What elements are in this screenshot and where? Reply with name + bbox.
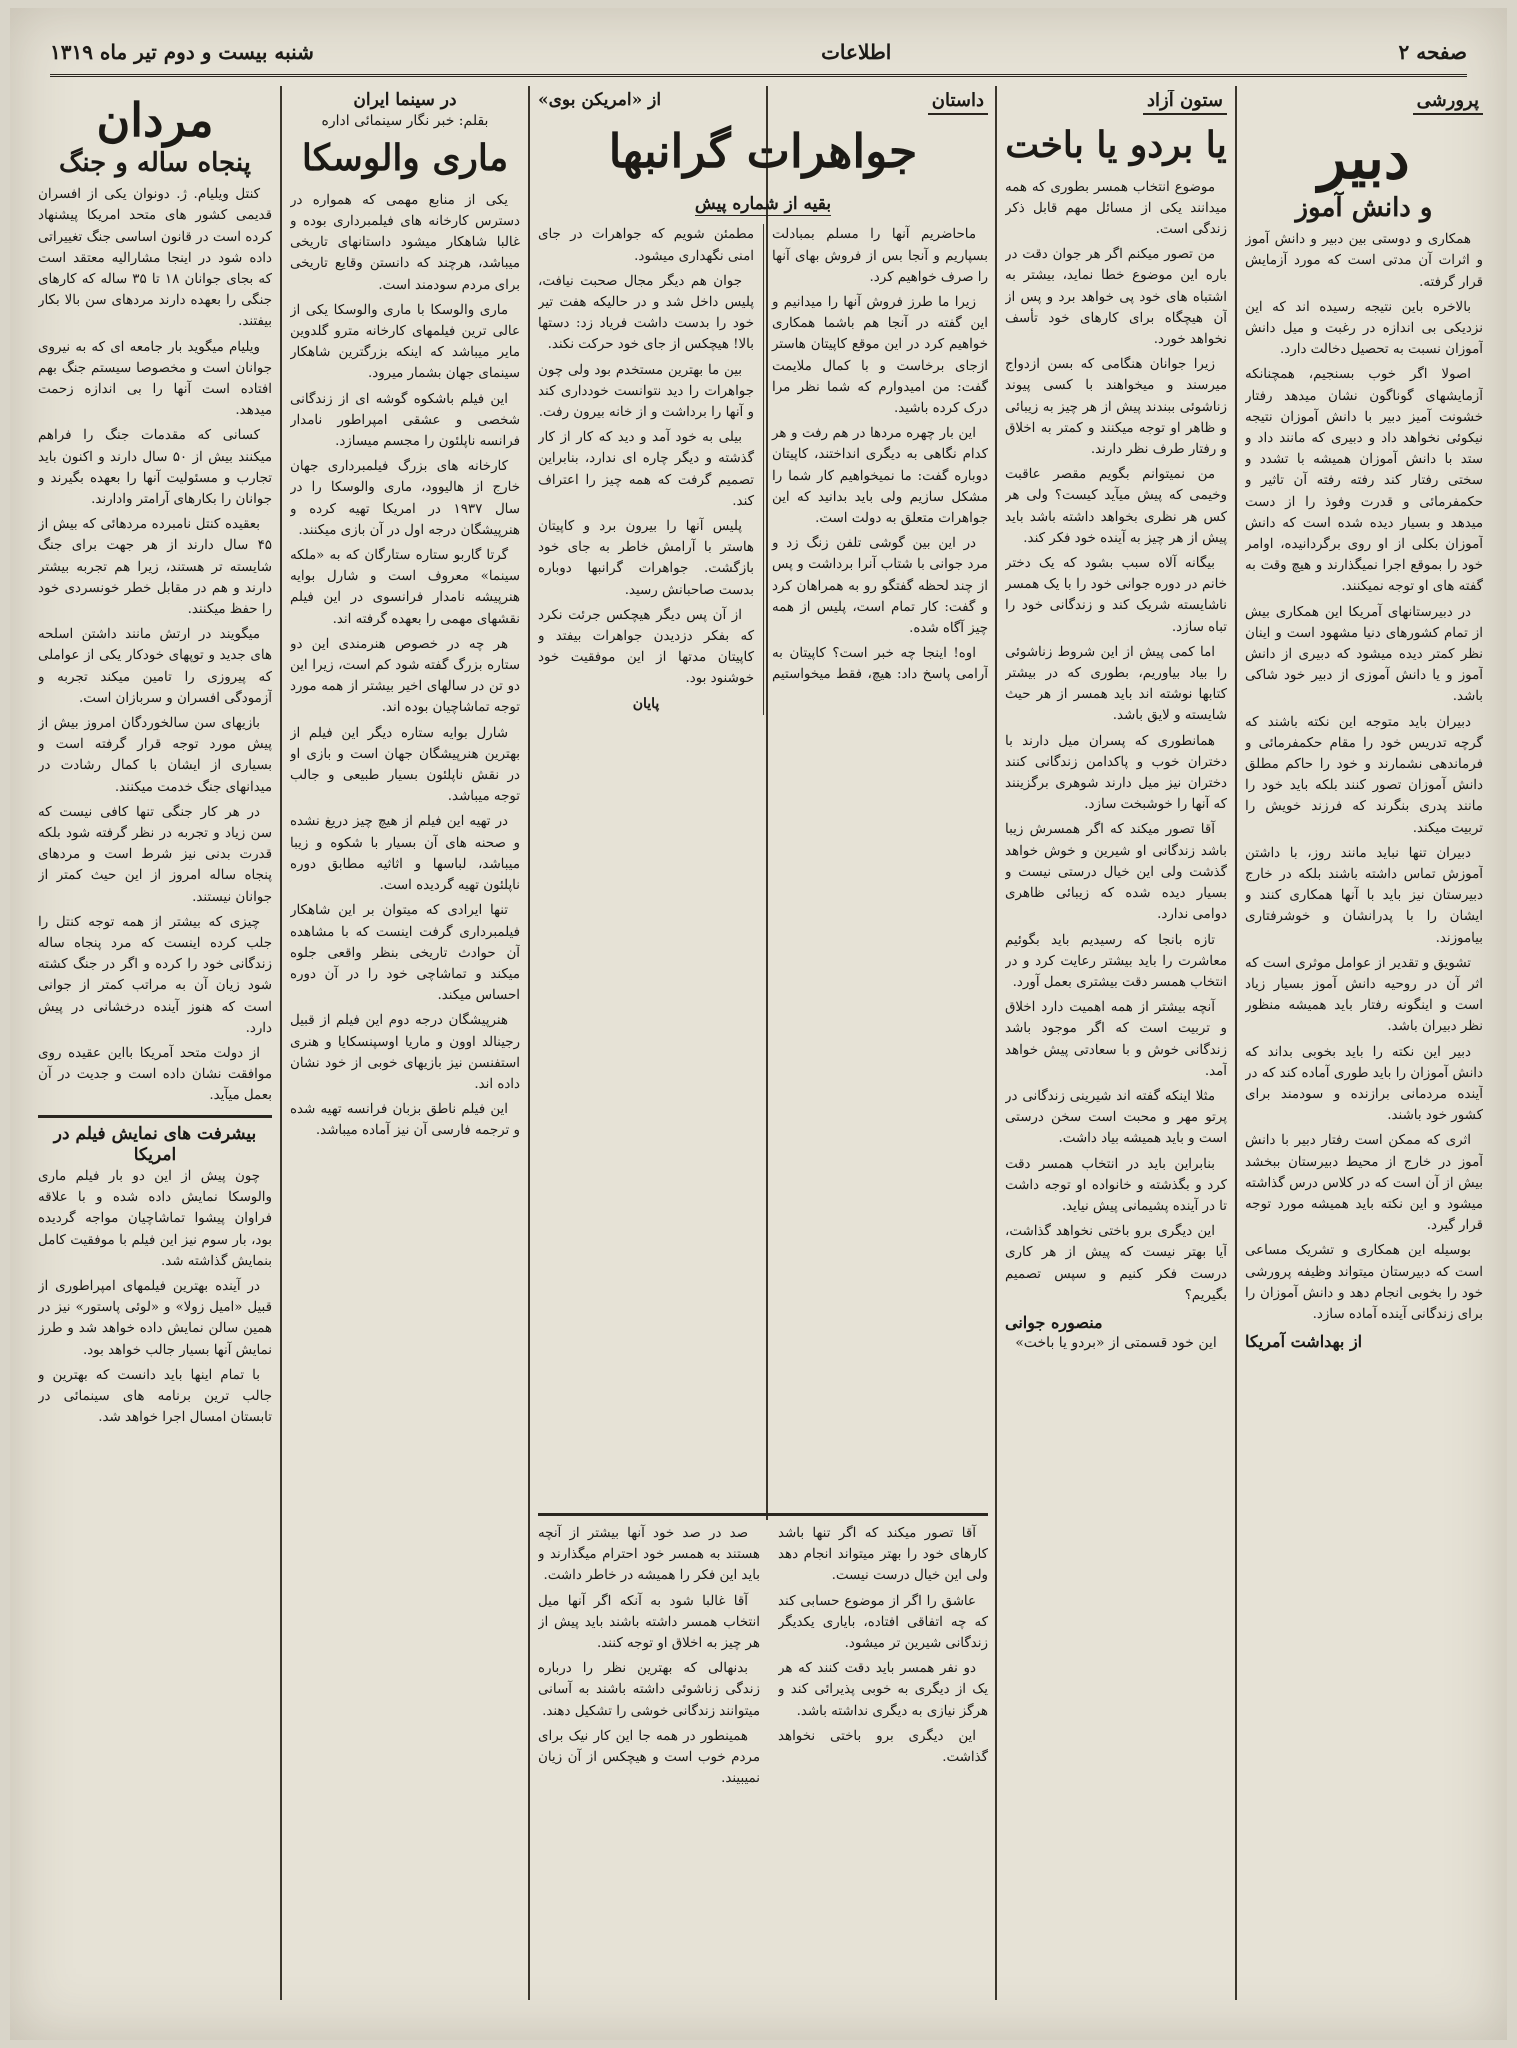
paragraph: زیرا ما طرز فروش آنها را میدانیم و این گفته در آنجا هم باشما همکاری خواهیم کرد در این موقع کاپیتان هاستر ازجای برخاست و با کمال ملایمت گفت: من امیدوارم که شما نظر مرا درک کرده باشید. [772, 294, 988, 416]
paragraph: بین ما بهترین مستخدم بود ولی چون جواهرات را دید نتوانست خودداری کند و آنها را برداشت و از خانه بیرون رفت. [538, 362, 754, 420]
paragraph: بیلی به خود آمد و دید که کار از کار گذشته و دیگر چاره ای ندارد، بنابراین تصمیم گرفت که همه چیز را اعتراف کند. [538, 430, 754, 509]
paragraph: همکاری و دوستی بین دبیر و دانش آموز و اثرات آن مدتی است که مورد آزمایش قرار گرفته. [1245, 232, 1483, 290]
paragraph: شارل بوایه ستاره دیگر این فیلم از بهترین هنرپیشگان جهان است و بازی او در نقش ناپلئون بسیار طبیعی و جالب توجه میباشد. [290, 725, 520, 805]
article-precious-jewels [538, 90, 988, 1515]
paragraph: کسانی که مقدمات جنگ را فراهم میکنند بیش از ۵۰ سال دارند و اکنون باید تجارب و مسئولیت آنها را بعهده بگیرند و جوانان را بکارهای آرامتر وادارند. [38, 428, 272, 507]
paragraph: در هر کار جنگی تنها کافی نیست که سن زیاد و تجربه در نظر گرفته شود بلکه قدرت بدنی نیز شرط است و مردهای پنجاه ساله امروز از این حیث کمتر از جوانان نیستند. [38, 804, 272, 905]
section-divider [538, 1513, 988, 1516]
paragraph: تازه بانجا که رسیدیم باید بگوئیم معاشرت را باید بیشتر رعایت کرد و در انتخاب همسر دقت بیشتری بعمل آورد. [1005, 932, 1227, 990]
paragraph: بالاخره باین نتیجه رسیده اند که این نزدیکی بی اندازه در رغبت و میل دانش آموزان نسبت به تحصیل دخالت دارد. [1245, 299, 1483, 358]
paragraph: همانطوری که پسران میل دارند با دختران خوب و پاکدامن زندگانی کنند دختران نیز میل دارند شوهری برگزینند که آنها را خوشبخت سازد. [1005, 733, 1227, 813]
section-tag: پرورشی [1413, 90, 1483, 115]
article-teacher-student [1245, 90, 1483, 2035]
headline: یا بردو یا باخت [1005, 124, 1227, 167]
paragraph: چیزی که بیشتر از همه توجه کنتل را جلب کرده اینست که مرد پنجاه ساله زندگانی خود را کرده و اگر در جنگ کشته شود زیان آن به مراتب کمتر از جوانی است که هنوز آینده درخشانی در پیش دارد. [38, 914, 272, 1036]
article-marie-walewska [290, 90, 520, 2035]
paragraph: ماحاضریم آنها را مسلم بمبادلت بسپاریم و آنجا بس از فروش بهای آنها را صرف خواهیم کرد. [772, 227, 988, 285]
column-rule [1235, 86, 1237, 2000]
subheadline: و دانش آموز [1295, 192, 1433, 223]
paragraph: اثری که ممکن است رفتار دبیر با دانش آموز در خارج از محیط دبیرستان ببخشد بیش از آن است که در کلاس درس گذاشته میشود و این نکته باید همیشه مورد توجه قرار گیرد. [1245, 1133, 1483, 1234]
paragraph: اوه! اینجا چه خبر است؟ کاپیتان به آرامی پاسخ داد: هیچ، فقط میخواستیم مطمئن شویم که جواهرات در جای امنی نگهداری میشود. [538, 227, 988, 683]
paragraph: آقا تصور میکند که اگر همسرش زیبا باشد زندگانی او شیرین و خوش خواهد گذشت ولی این خیال درستی نیست و بسیار دیده شده که زیبائی ظاهری دوامی ندارد. [1005, 822, 1227, 923]
section-divider [38, 1115, 272, 1118]
source-kicker: از «امریکن بوی» [538, 90, 662, 110]
paragraph: بعقیده کنتل نامبرده مردهائی که بیش از ۴۵ سال دارند از هر جهت برای جنگ شایسته تر هستند، زیرا هم تجربه بیشتر دارند و هم در مقابل خطر خونسردی خود را حفظ میکنند. [38, 517, 272, 617]
subheadline: پنجاه ساله و جنگ [59, 147, 251, 178]
paragraph: این فیلم ناطق بزبان فرانسه تهیه شده و ترجمه فارسی آن نیز آماده میباشد. [290, 1102, 520, 1139]
paragraph: آقا غالبا شود به آنکه اگر آنها میل انتخاب همسر داشته باشند باید پیش از هر چیز به اخلاق او توجه کنند. [538, 1593, 760, 1652]
byline: بقلم: خبر نگار سینمائی اداره [321, 113, 489, 130]
column-rule [995, 86, 997, 2000]
story-body [538, 224, 988, 714]
section-kicker: در سینما ایران [353, 90, 457, 110]
paragraph: اصولا اگر خوب بسنجیم، همچنانکه آزمایشهای گوناگون نشان میدهد رفتار خشونت آمیز دبیر با دانش آموزان نتیجه نیکوئی نخواهد داد و دبیری که مانند داد و ستد با دانش آموزان همیشه با تشدد و سختی رفتار کند رفته رفته آن تاثیر و حکمفرمائی و قدرت وفوذ را از دست میدهد و بسیار دیده شده است که دانش آموزان بکلی از او روی برگردانیده، اوامر خود را بموقع اجرا نمیگذارند و هیچ وقت به گفته های او توجه نمیکنند. [1245, 367, 1483, 595]
paragraph: ویلیام میگوید بار جامعه ای که به نیروی جوانان است و مخصوصا سیستم جنگ بهم افتاده است آنها را بی اندازه زحمت میدهد. [38, 339, 272, 419]
paragraph: بنابراین باید در انتخاب همسر دقت کرد و بگذشته و خانواده او توجه داشت تا در آینده پشیمانی پیش نیاید. [1005, 1156, 1227, 1214]
paragraph: پلیس آنها را بیرون برد و کاپیتان هاستر با آرامش خاطر به جای خود بازگشت. جواهرات گرانبها دوباره بدست صاحبانش رسید. [538, 518, 754, 598]
paragraph: آنچه بیشتر از همه اهمیت دارد اخلاق و تربیت است که اگر موجود باشد زندگانی خوش و با سعادتی پیش خواهد آمد. [1005, 1000, 1227, 1079]
column-rule [280, 86, 282, 2000]
headline: ماری والوسکا [301, 137, 509, 180]
paragraph: چون پیش از این دو بار فیلم ماری والوسکا نمایش داده شده و با علاقه فراوان پیشوا تماشاچیان مواجه گردیده بود، بار سوم نیز این فیلم با موفقیت کامل بنمایش گذاشته شد. [38, 1169, 272, 1269]
paragraph: گرتا گاربو ستاره ستارگان که به «ملکه سینما» معروف است و شارل بوایه هنرپیشه نامدار فرانسوی در این فیلم نقشهای مهمی را بعهده گرفته اند. [290, 548, 520, 627]
paragraph: از دولت متحد آمریکا بااین عقیده روی موافقت نشان داده است و جدیت در آن بعمل میآید. [38, 1046, 272, 1104]
story-end: پایان [632, 695, 660, 712]
paragraph: این دیگری برو باختی نخواهد گذاشت، آیا بهتر نیست که پیش از هر کاری درست فکر کنیم و سپس تصمیم بگیریم؟ [1005, 1224, 1227, 1303]
paragraph: من تصور میکنم اگر هر جوان دقت در باره این موضوع خطا نماید، بیشتر به اشتباه های خود پی خواهد برد و پس از آن هیچگاه برای کارهای خود تأسف نخواهد خورد. [1005, 247, 1227, 348]
paragraph: با تمام اینها باید دانست که بهترین و جالب ترین برنامه های سینمائی در تابستان امسال اجرا خواهد شد. [38, 1367, 272, 1426]
section-tag: ستون آزاد [1143, 90, 1227, 115]
paragraph: تشویق و تقدیر از عوامل موثری است که اثر آن در روحیه دانش آموز بسیار زیاد است و اینگونه رفتار باید همیشه منظور نظر دبیران باشد. [1245, 955, 1483, 1035]
paragraph: بدنهالی که بهترین نظر را درباره زندگی زناشوئی داشته باشند به آسانی میتوانند زندگانی خوشی را تشکیل دهند. [538, 1661, 760, 1719]
paragraph: صد در صد خود آنها بیشتر از آنچه هستند به همسر خود احترام میگذارند و باید این فکر را همیشه در خاطر داشت. [538, 1526, 760, 1584]
headline: جواهرات گرانبها [608, 124, 918, 179]
paragraph: من نمیتوانم بگویم مقصر عاقبت وخیمی که پیش میآید کیست؟ ولی هر کس هر نظری بخواهد داشته باشد باید پیش از هر چیز به آینده خود فکر کند. [1005, 467, 1227, 546]
author-signature: منصوره جوانی [1005, 1312, 1103, 1332]
story-header [538, 90, 988, 121]
bottom-block-right [778, 1523, 988, 2028]
paragraph: میگویند در ارتش مانند داشتن اسلحه های جدید و توپهای خودکار یکی از عواملی که پیروزی را تامین میکند تجربه و آزمودگی افسران و سربازان است. [38, 627, 272, 706]
bottom-block-left [538, 1523, 760, 2028]
paragraph: دبیران باید متوجه این نکته باشند که گرچه تدریس خود را مقام حکمفرمائی و فرماندهی نشمارند و خود را حاکم مطلق دانش آموزان تصور کنند بلکه باید خود را مانند پدری بنگرند که فرزند خویش را تربیت میکند. [1245, 714, 1483, 836]
masthead [50, 30, 1467, 77]
paragraph: موضوع انتخاب همسر بطوری که همه میدانند یکی از مسائل مهم قابل ذکر زندگی است. [1005, 179, 1227, 237]
paragraph: کنتل ویلیام. ژ. دونوان یکی از افسران قدیمی کشور های متحد امریکا پیشنهاد کرده است در قانون اساسی جنگ تغییراتی داده شود در اینجا مشارالیه معتقد است که بجای جوانان ۱۸ تا ۳۵ ساله که کارهای جنگی را بعهده دارند مردهای سن بالا بکار بیفتند. [38, 187, 272, 330]
paragraph: دو نفر همسر باید دقت کنند که هر یک از دیگری به خوبی پذیرائی کند و هرگز نیازی به دیگری نداشته باشد. [778, 1661, 988, 1719]
paragraph: در تهیه این فیلم از هیچ چیز دریغ نشده و صحنه های آن بسیار با شکوه و زیبا میباشد، لباسها و اثاثیه مطابق دوره ناپلئون تهیه گردیده است. [290, 814, 520, 894]
paragraph: زیرا جوانان هنگامی که بسن ازدواج میرسند و میخواهند با کسی پیوند زناشوئی ببندند پیش از هر چیز به زیبائی و ظاهر او توجه میکنند و کمتر به اخلاق و رفتار طرف نظر دارند. [1005, 357, 1227, 458]
signoff: از بهداشت آمریکا [1245, 1332, 1363, 1352]
paragraph: اما کمی پیش از این شروط زناشوئی را بیاد بیاوریم، بطوری که در بیشتر کتابها نوشته اند باید همسر از هر حیث شایسته و لایق باشد. [1005, 644, 1227, 724]
section-tag: داستان [928, 90, 988, 115]
issue-date: شنبه بیست و دوم تیر ماه ۱۳۱۹ [50, 40, 314, 64]
paragraph: هر چه در خصوص هنرمندی این دو ستاره بزرگ گفته شود کم است، زیرا این دو تن در سالهای اخیر بیشتر از همه مورد توجه تماشاچیان بوده اند. [290, 636, 520, 716]
article-win-or-lose [1005, 90, 1227, 2035]
paragraph: این بار چهره مردها در هم رفت و هر کدام نگاهی به دیگری انداختند، کاپیتان دوباره گفت: ما نمیخواهیم کار شما را مشکل سازیم ولی باید بدانید که این جواهرات متعلق به دولت است. [772, 426, 988, 526]
paragraph: کارخانه های بزرگ فیلمبرداری جهان خارج از هالیوود، ماری والوسکا را در سال ۱۹۳۷ در امریکا تهیه کرده و هنرپیشگان درجه اول در آن بازی میکنند. [290, 459, 520, 538]
paragraph: ماری والوسکا با ماری والوسکا یکی از عالی ترین فیلمهای کارخانه مترو گلدوین مایر میباشد که اینکه بزرگترین شاهکار سینمای جهان بشمار میرود. [290, 302, 520, 382]
paragraph: این فیلم باشکوه گوشه ای از زندگانی شخصی و عشقی امپراطور نامدار فرانسه ناپلئون را مجسم میسازد. [290, 391, 520, 450]
paragraph: بازیهای سن سالخوردگان امروز بیش از پیش مورد توجه قرار گرفته است و بسیاری از ایشان با کمال رشادت در میدانهای جنگ خدمت میکنند. [38, 715, 272, 795]
column-rule [528, 86, 530, 2000]
paragraph: عاشق را اگر از موضوع حسابی کند که چه اتفاقی افتاده، بایاری یکدیگر زندگانی شیرین تر میشود. [778, 1593, 988, 1652]
paragraph: در دبیرستانهای آمریکا این همکاری بیش از تمام کشورهای دنیا مشهود است و اینان نظر کمتر دیده میشود که دبیری از دانش آموز و یا دانش آموزی از دبیر خود شاکی باشد. [1245, 604, 1483, 705]
paragraph: آقا تصور میکند که اگر تنها باشد کارهای خود را بهتر میتواند انجام دهد ولی این خیال درست نیست. [778, 1526, 988, 1584]
headline: دبیر [1318, 124, 1410, 193]
paragraph: در آینده بهترین فیلمهای امپراطوری از قبیل «امیل زولا» و «لوئی پاستور» نیز در همین سالن نمایش داده خواهد شد و طرز نمایش آنها بسیار جالب خواهد بود. [38, 1279, 272, 1358]
paragraph: بیگانه آلاه سبب بشود که یک دختر خانم در دوره جوانی خود را با یک همسر ناشایسته شریک کند و زندگانی خود را تباه سازد. [1005, 556, 1227, 635]
page-number: صفحه ۲ [1398, 40, 1467, 64]
continued-label: بقیه از شماره پیش [695, 194, 831, 216]
paragraph: هنرپیشگان درجه دوم این فیلم از قبیل رجینالد اوون و ماریا اوسپنسکایا و هنری استفنسن نیز بازیهای خوبی از خود نشان داده اند. [290, 1013, 520, 1092]
continuation-note: این خود قسمتی از «بردو یا باخت» [1015, 1335, 1217, 1352]
paragraph: دبیر این نکته را باید بخوبی بداند که دانش آموزان را باید طوری آماده کند که در آینده مردمانی برازنده و سودمند برای کشور خود باشند. [1245, 1044, 1483, 1124]
subheadline: بیشرفت های نمایش فیلم در امریکا [53, 1123, 257, 1165]
paragraph: همینطور در همه جا این کار نیک برای مردم خوب است و هیچکس از آن زیان نمیبیند. [538, 1728, 760, 1787]
paragraph: جوان هم دیگر مجال صحبت نیافت، پلیس داخل شد و در حالیکه هفت تیر خود را بدست داشت فریاد زد: دستها بالا! هیچکس از جای خود حرکت نکند. [538, 273, 754, 353]
paragraph: مثلا اینکه گفته اند شیرینی زندگانی در پرتو مهر و محبت است سخن درستی است و باید همیشه بیاد داشت. [1005, 1088, 1227, 1147]
paragraph: دبیران تنها نباید مانند روز، با داشتن آموزش تماس داشته باشند بلکه در خارج دبیرستان نیز باید با آنها همکاری کنند و ایشان را با پدرانشان و خوشرفتاری بیاموزند. [1245, 845, 1483, 946]
newspaper-page [10, 8, 1507, 2040]
paragraph: تنها ایرادی که میتوان بر این شاهکار فیلمبرداری گرفت اینست که با مشاهده آن حوادث تاریخی بنظر واقعی جلوه میکند و تماشاچی خود را در آن دوره احساس میکند. [290, 903, 520, 1004]
paragraph: در این بین گوشی تلفن زنگ زد و مرد جوانی با شتاب آنرا برداشت و پس از چند لحظه گفتگو رو به همراهان کرد و گفت: کار تمام است، پلیس از همه چیز آگاه شده. [772, 536, 988, 636]
paragraph: بوسیله این همکاری و تشریک مساعی است که دبیرستان میتواند وظیفه پرورشی خود را بخوبی انجام دهد و دانش آموزان را برای زندگانی آینده آماده سازد. [1245, 1243, 1483, 1323]
paragraph: این دیگری برو باختی نخواهد گذاشت. [778, 1728, 988, 1766]
headline: مردان [96, 93, 214, 147]
article-fifty-year-old-men [38, 90, 272, 2035]
paper-name: اطلاعات [821, 40, 892, 64]
paragraph: از آن پس دیگر هیچکس جرئت نکرد که بفکر دزدیدن جواهرات بیفتد و کاپیتان مدتها از این موفقیت خود خوشنود بود. [538, 607, 754, 687]
paragraph: یکی از منابع مهمی که همواره در دسترس کارخانه های فیلمبرداری بوده و غالبا شاهکار میشود داستانهای تاریخی میباشد، هرچند که دانستن وقایع تاریخی برای مردم سودمند است. [290, 192, 520, 293]
